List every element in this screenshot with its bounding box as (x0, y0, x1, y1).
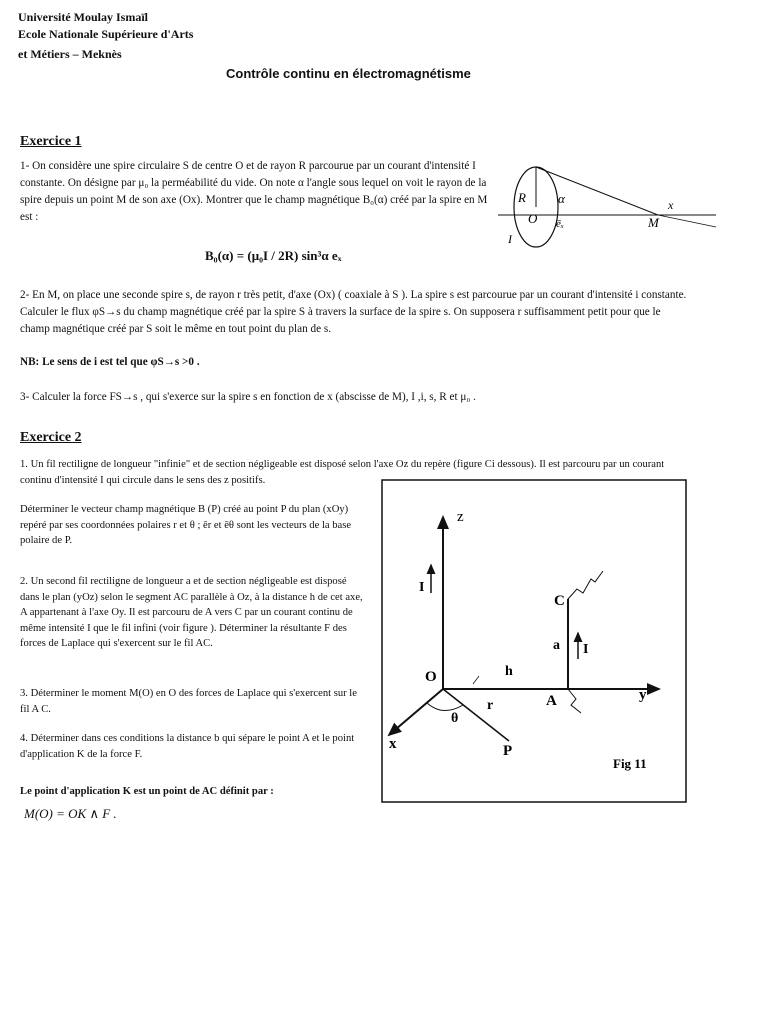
ex2-question-4: 4. Déterminer dans ces conditions la distance b qui sépare le point A et le point d'application K de la force F. (20, 733, 355, 760)
label-I: I (508, 232, 512, 246)
wire-break-top (568, 571, 603, 599)
label-I-wire: I (419, 580, 425, 595)
x-axis (389, 689, 443, 735)
h-tick (473, 676, 479, 684)
exercise-1-heading: Exercice 1 (20, 134, 82, 149)
ex2-application-note: Le point d'application K est un point de AC définit par : (20, 786, 274, 797)
theta-arc (427, 703, 463, 711)
label-O: O (425, 669, 437, 685)
label-z: z (457, 509, 464, 525)
figure-frame (382, 480, 686, 802)
spire-figure (498, 165, 720, 260)
label-a: a (553, 638, 560, 653)
figure-caption: Fig 11 (613, 756, 647, 771)
label-alpha: α (558, 191, 565, 206)
label-O: O (528, 211, 538, 226)
label-y: y (639, 687, 647, 703)
ex1-question-1: 1- On considère une spire circulaire S de centre O et de rayon R parcourue par un courant d'intensité I constante. On désigne par μ₀ la perméabilité du vide. On note α l'angle sous lequel on voit le rayon de la spire depuis un point M de son axe (Ox). Montrer que le champ magnétique B₀(α) créé par la spire en M est : (20, 160, 488, 223)
university-name: Université Moulay Ismaïl (18, 10, 148, 24)
ex1-formula: B₀(α) = (μ₀I / 2R) sin³α eₓ (205, 248, 342, 263)
label-r: r (487, 698, 494, 713)
ex2-question-1-part-b: Déterminer le vecteur champ magnétique B (P) créé au point P du plan (xOy) repéré par ses coordonnées polaires r et θ ; ēr et ēθ sont les vecteurs de la base polaire de P. (20, 504, 352, 546)
label-R: R (518, 190, 526, 205)
label-M: M (648, 215, 659, 230)
ex2-application-formula: M(O) = OK ∧ F . (24, 806, 117, 821)
ex1-note: NB: Le sens de i est tel que φS→s >0 . (20, 356, 200, 368)
page-title: Contrôle continu en électromagnétisme (226, 66, 471, 81)
exercise-2-heading: Exercice 2 (20, 430, 82, 445)
label-C: C (554, 593, 565, 609)
ex2-question-1: 1. Un fil rectiligne de longueur "infinie" et de section négligeable est disposé selon l'axe Oz du repère (figure Ci dessous). Il est parcouru par un courant continu d'intensité I qui circule dans le sens des z positifs. (20, 459, 665, 486)
label-A: A (546, 693, 557, 709)
ex2-question-3: 3. Déterminer le moment M(O) en O des forces de Laplace qui s'exercent sur le fil A C. (20, 688, 357, 715)
ex1-question-3: 3- Calculer la force FS→s , qui s'exerce sur la spire s en fonction de x (abscisse de M), I ,i, s, R et μ₀ . (20, 391, 476, 403)
label-h: h (505, 664, 513, 679)
ex2-question-2: 2. Un second fil rectiligne de longueur a et de section négligeable est disposé dans le plan (yOz) selon le segment AC parallèle à Oz, à la distance h de cet axe, A appartenant à l'axe Oy. Il est parcouru de A vers C par un courant continu de même intensité I que le fil infini (voir figure ). Déterminer la résultante F des forces de Laplace qui s'exercent sur le fil AC. (20, 576, 363, 649)
axis-tail (658, 215, 716, 227)
label-x: x (389, 736, 397, 752)
label-theta: θ (451, 711, 459, 726)
wire-break-bottom (568, 689, 581, 713)
label-x: x (668, 198, 674, 212)
sight-line (536, 167, 658, 215)
figure-11 (381, 479, 687, 803)
school-location: et Métiers – Meknès (18, 47, 122, 61)
label-ex: ēₓ (556, 218, 565, 230)
label-P: P (503, 743, 513, 759)
ex1-question-2: 2- En M, on place une seconde spire s, de rayon r très petit, d'axe (Ox) ( coaxiale à S ). La spire s est parcourue par un courant d'intensité i constante. Calculer le flux φS→s du champ magnétique créé par la spire S à travers la surface de la spire s. On supposera r suffisamment petit pour que le champ magnétique créé par S soit le même en tout point du plan de s. (20, 289, 687, 335)
label-I-AC: I (583, 642, 589, 657)
school-name: Ecole Nationale Supérieure d'Arts (18, 27, 194, 41)
